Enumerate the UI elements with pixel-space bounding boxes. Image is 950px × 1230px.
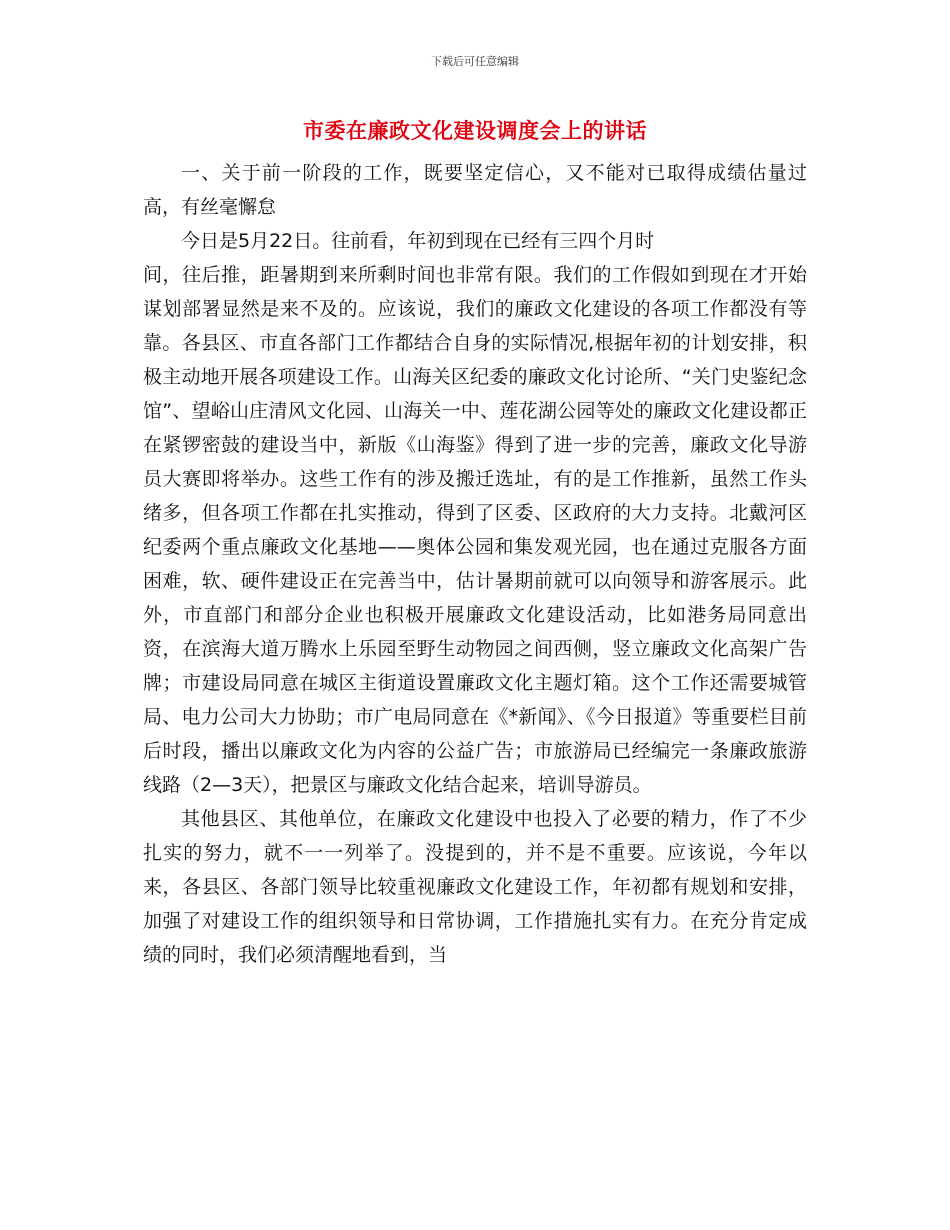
section-heading-paragraph: 一、关于前一阶段的工作，既要坚定信心，又不能对已取得成绩估量过高，有丝毫懈怠 xyxy=(143,162,807,218)
document-title: 市委在廉政文化建设调度会上的讲话 xyxy=(303,119,647,143)
body-paragraph: 间，往后推，距暑期到来所剩时间也非常有限。我们的工作假如到现在才开始谋划部署显然是来不及的。应该说，我们的廉政文化建设的各项工作都没有等靠。各县区、市直各部门工作都结合自身的实际情况,根据年初的计划安排，积极主动地开展各项建设工作。山海关区纪委的廉政文化讨论所、“关门史鉴纪念馆”、望峪山庄清风文化园、山海关一中、莲花湖公园等处的廉政文化建设都正在紧锣密鼓的建设当中，新版《山海鉴》得到了进一步的完善，廉政文化导游员大赛即将举办。这些工作有的涉及搬迁选址，有的是工作推新，虽然工作头绪多，但各项工作都在扎实推动，得到了区委、区政府的大力支持。北戴河区纪委两个重点廉政文化基地——奥体公园和集发观光园，也在通过克服各方面困难，软、硬件建设正在完善当中，估计暑期前就可以向领导和游客展示。此外，市直部门和部分企业也积极开展廉政文化建设活动，比如港务局同意出资，在滨海大道万腾水上乐园至野生动物园之间西侧，竖立廉政文化高架广告牌；市建设局同意在城区主街道设置廉政文化主题灯箱。这个工作还需要城管局、电力公司大力协助；市广电局同意在《*新闻》、《今日报道》等重要栏目前后时段，播出以廉政文化为内容的公益广告；市旅游局已经编完一条廉政旅游线路（2—3天），把景区与廉政文化结合起来，培训导游员。 xyxy=(143,264,807,796)
header-note: 下载后可任意编辑 xyxy=(431,55,519,68)
document-body xyxy=(143,156,807,972)
body-paragraph: 其他县区、其他单位，在廉政文化建设中也投入了必要的精力，作了不少扎实的努力，就不一一列举了。没提到的，并不是不重要。应该说，今年以来，各县区、各部门领导比较重视廉政文化建设工作，年初都有规划和安排，加强了对建设工作的组织领导和日常协调，工作措施扎实有力。在充分肯定成绩的同时，我们必须清醒地看到，当 xyxy=(143,808,807,966)
body-paragraph: 今日是5月22日。往前看，年初到现在已经有三四个月时 xyxy=(181,230,655,252)
